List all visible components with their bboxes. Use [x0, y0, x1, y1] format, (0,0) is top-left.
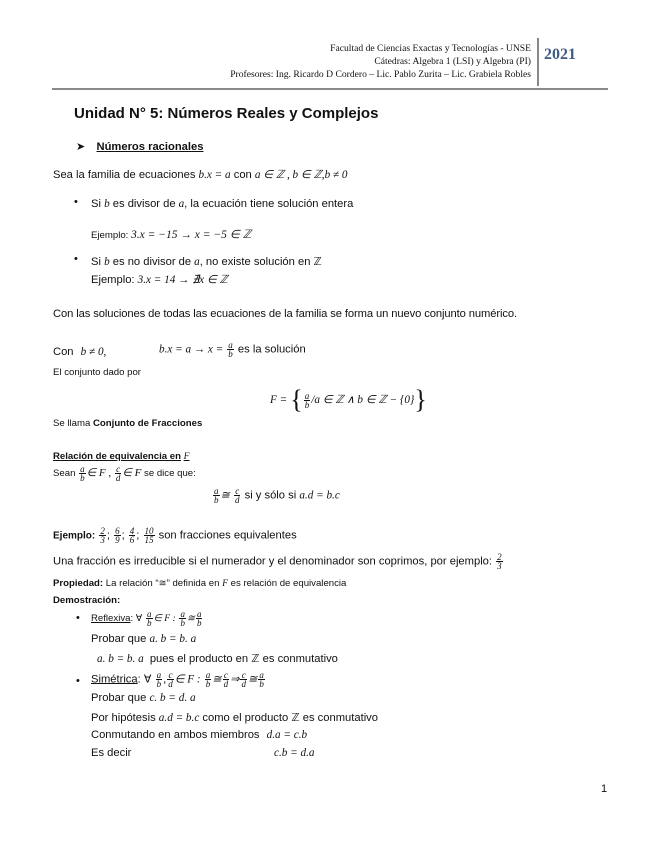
commuting-eq: d.a = c.b — [266, 729, 308, 741]
bullet-2-tail: , no existe solución en ℤ — [199, 256, 322, 268]
demonstration-label: Demostración: — [53, 595, 121, 606]
example-tail: son fracciones equivalentes — [158, 529, 297, 542]
relation-heading — [53, 451, 190, 462]
se-llama-text: Se llama — [53, 418, 91, 429]
symmetric-in-F: ∈ F : — [174, 673, 201, 686]
intro-condition: a ∈ ℤ , b ∈ ℤ,b ≠ 0 — [254, 169, 348, 181]
se-dice-text: se dice que: — [144, 468, 196, 480]
frac-num: 4 — [129, 526, 135, 536]
example-1-eq: 3.x = −15 → x = −5 ∈ ℤ — [131, 229, 252, 241]
commuting-line — [91, 729, 307, 741]
bullet-2 — [91, 255, 322, 268]
irreducible-text: Una fracción es irreducible si el numerador y el denominador son coprimos, por ejemplo: — [53, 555, 493, 568]
solution-eq: b.x = a → x = — [159, 343, 224, 356]
bullet-dot-icon: • — [76, 675, 80, 687]
property-F: F — [222, 578, 228, 589]
example-1 — [91, 227, 251, 241]
es-decir-label: Es decir — [91, 747, 132, 759]
fraction-a-b — [179, 610, 186, 627]
prove-symmetric — [91, 692, 196, 704]
frac-num: a — [156, 670, 162, 680]
frac-den: b — [205, 679, 211, 689]
separator: ; — [106, 529, 110, 542]
prove-text: Probar que — [91, 633, 147, 645]
bullet-1-a: a — [178, 198, 185, 210]
irreducible-line — [53, 553, 504, 570]
example-1-label: Ejemplo: — [91, 230, 129, 241]
bullet-2-b: b — [104, 256, 110, 268]
justification-text: pues el producto en ℤ es conmutativo — [149, 653, 338, 665]
intro-text: Sea la familia de ecuaciones — [53, 169, 196, 181]
frac-num: 2 — [497, 552, 502, 562]
bullet-1-b: b — [104, 198, 110, 210]
reflexive-in-F: ∈ F : — [153, 613, 176, 625]
equiv-symbol: ≅ — [220, 489, 230, 502]
comma: , — [163, 673, 167, 686]
header-course: Cátedras: Algebra 1 (LSI) y Algebra (PI) — [374, 56, 531, 67]
frac-num: a — [80, 464, 85, 474]
fraction-a-b — [146, 610, 153, 627]
frac-den: d — [115, 473, 121, 483]
bullet-2-text: es no divisor de — [112, 256, 192, 268]
frac-den: b — [156, 679, 162, 689]
prove-eq: c. b = d. a — [149, 692, 196, 704]
sean-text: Sean — [53, 468, 76, 480]
frac-num: a — [196, 609, 202, 619]
right-brace-icon: } — [414, 385, 427, 414]
frac-den: b — [259, 679, 264, 689]
fraction-a-b — [156, 671, 163, 688]
bullet-2-si: Si — [91, 256, 101, 268]
frac-num: a — [228, 340, 233, 350]
example-fractions — [53, 527, 297, 544]
set-F-definition — [270, 385, 427, 415]
relation-F: F — [183, 451, 190, 462]
fraction-c-d — [234, 487, 241, 504]
bullet-1-si: Si — [91, 198, 101, 210]
reflexive-label: Reflexiva — [91, 613, 131, 625]
con-condition: b ≠ 0, — [80, 346, 107, 358]
frac-den: b — [80, 473, 85, 483]
frac-den: 6 — [129, 535, 135, 545]
equiv-equation: a.d = b.c — [299, 489, 340, 502]
page-number: 1 — [601, 783, 608, 795]
header-year: 2021 — [544, 46, 576, 63]
con-line — [53, 346, 106, 358]
frac-den: b — [180, 618, 185, 628]
example-2 — [91, 273, 228, 286]
es-decir-eq: c.b = d.a — [274, 747, 315, 759]
prove-text: Probar que — [91, 692, 147, 704]
frac-num: a — [304, 390, 310, 401]
fraction-a-b — [227, 341, 234, 358]
header-faculty: Facultad de Ciencias Exactas y Tecnologías - UNSE — [330, 43, 531, 54]
property-text: La relación “≅” definida en — [105, 578, 220, 589]
fraction-c-d — [115, 465, 122, 482]
frac-num: a — [180, 609, 185, 619]
symmetric-label: Simétrica — [91, 673, 138, 686]
frac-den: d — [241, 679, 246, 689]
frac-num: c — [223, 670, 228, 680]
si-solo-si: si y sólo si — [244, 489, 297, 502]
property-label: Propiedad: — [53, 578, 104, 589]
hypothesis-text: Por hipótesis — [91, 712, 156, 724]
fraction-a-b — [79, 465, 86, 482]
frac-num: c — [168, 670, 173, 680]
in-F: ∈ F , — [86, 467, 112, 480]
equiv-symbol: ≅ — [212, 673, 222, 686]
fraction-irreducible — [496, 553, 503, 570]
hypothesis-eq: a.d = b.c — [158, 712, 200, 724]
fraction-a-b — [205, 671, 212, 688]
page-title: Unidad N° 5: Números Reales y Complejos — [74, 105, 379, 122]
frac-num: a — [214, 486, 219, 496]
commuting-text: Conmutando en ambos miembros — [91, 729, 260, 741]
frac-num: 6 — [115, 526, 120, 536]
frac-den: b — [304, 399, 310, 410]
property-line — [53, 578, 346, 589]
header-divider — [537, 38, 539, 86]
frac-den: d — [168, 679, 173, 689]
frac-den: 15 — [144, 535, 154, 545]
fraction-a-b — [258, 671, 265, 688]
justification-eq: a. b = b. a — [97, 653, 144, 665]
intro-equation: b.x = a — [198, 169, 231, 181]
equivalence-definition — [212, 487, 340, 504]
set-F-condition: /a ∈ ℤ ∧ b ∈ ℤ − {0} — [311, 393, 415, 406]
solution-line — [159, 341, 306, 358]
left-brace-icon: { — [290, 385, 303, 414]
fraction-example — [99, 527, 106, 544]
equiv-symbol: ≅ — [186, 613, 195, 625]
bullet-dot-icon: • — [74, 196, 78, 208]
hypothesis-line — [91, 711, 378, 724]
frac-num: c — [116, 464, 121, 474]
hypothesis-tail: como el producto ℤ es conmutativo — [202, 712, 378, 724]
intro-con: con — [233, 169, 252, 181]
frac-den: 3 — [100, 535, 105, 545]
section-heading — [76, 140, 203, 153]
conjunto-dado: El conjunto dado por — [53, 367, 142, 378]
bullet-1-text: es divisor de — [112, 198, 176, 210]
frac-num: a — [259, 670, 264, 680]
prove-eq: a. b = b. a — [149, 633, 197, 645]
frac-den: b — [147, 618, 152, 628]
reflexive-forall: : ∀ — [130, 613, 143, 625]
solution-tail: es la solución — [237, 343, 306, 356]
fraction-c-d — [167, 671, 174, 688]
conjunto-fracciones-term: Conjunto de Fracciones — [93, 418, 203, 429]
frac-den: d — [223, 679, 229, 689]
implies-symbol: ⇒ — [230, 673, 240, 686]
fraction-a-b — [196, 610, 203, 627]
frac-num: a — [147, 609, 152, 619]
arrow-bullet-icon: ➤ — [76, 141, 86, 153]
header-rule — [52, 88, 608, 90]
section-title: Números racionales — [96, 141, 204, 153]
header-professors: Profesores: Ing. Ricardo D Cordero – Lic. Pablo Zurita – Lic. Grabiela Robles — [230, 69, 531, 80]
fraction-example — [114, 527, 121, 544]
reflexive-line — [91, 610, 203, 627]
equiv-symbol: ≅ — [247, 673, 258, 686]
bullet-1 — [91, 198, 353, 210]
conjunto-paragraph: Con las soluciones de todas las ecuaciones de la familia se forma un nuevo conjunto numérico. — [53, 308, 517, 320]
frac-num: c — [235, 486, 240, 496]
set-F-lhs: F = — [270, 393, 288, 406]
prove-reflexive — [91, 633, 196, 645]
frac-num: c — [241, 670, 246, 680]
se-llama-line — [53, 418, 202, 429]
frac-num: a — [205, 670, 211, 680]
frac-den: 3 — [497, 561, 502, 571]
con-label: Con — [53, 346, 74, 358]
fraction-example — [129, 527, 136, 544]
example-label: Ejemplo: — [53, 530, 96, 542]
frac-num: 10 — [144, 526, 154, 536]
bullet-1-tail: , la ecuación tiene solución entera — [184, 198, 354, 210]
frac-den: b — [228, 349, 233, 359]
bullet-2-a: a — [194, 256, 200, 268]
bullet-dot-icon: • — [76, 612, 80, 624]
frac-den: b — [196, 618, 202, 628]
frac-den: d — [234, 495, 240, 505]
relation-title: Relación de equivalencia en — [53, 451, 181, 462]
bullet-dot-icon: • — [74, 253, 78, 265]
example-2-eq: 3.x = 14 → ∄x ∈ ℤ — [137, 274, 228, 286]
sean-line — [53, 465, 196, 482]
symmetric-line — [91, 671, 266, 688]
in-F2: ∈ F — [122, 467, 142, 480]
frac-den: b — [214, 495, 219, 505]
frac-num: 2 — [100, 526, 105, 536]
property-tail: es relación de equivalencia — [230, 578, 347, 589]
example-2-label: Ejemplo: — [91, 274, 135, 286]
separator: ; — [136, 529, 140, 542]
fraction-example — [144, 527, 155, 544]
fraction-c-d — [240, 671, 247, 688]
symmetric-forall: : ∀ — [137, 673, 152, 686]
intro-line — [53, 168, 348, 181]
fraction-c-d — [223, 671, 230, 688]
frac-den: 9 — [115, 535, 120, 545]
fraction-a-b — [213, 487, 220, 504]
fraction-a-b — [304, 392, 311, 409]
separator: ; — [121, 529, 125, 542]
reflexive-justification — [97, 652, 338, 665]
